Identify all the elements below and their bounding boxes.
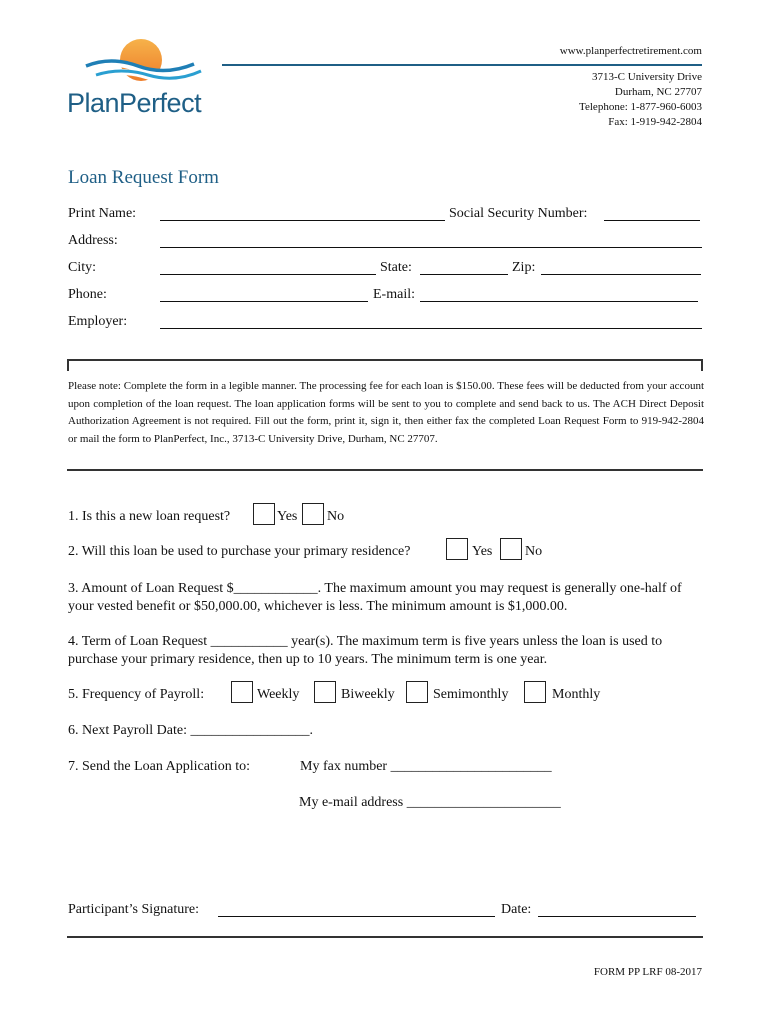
ssn-field[interactable]	[604, 220, 700, 221]
question-5: 5. Frequency of Payroll:	[68, 687, 205, 702]
note-bottom-rule	[67, 469, 703, 471]
monthly-checkbox[interactable]	[524, 681, 546, 703]
address-line: 3713-C University Drive	[592, 71, 702, 83]
question-2: 2. Will this loan be used to purchase your primary residence?	[68, 544, 411, 559]
company-address	[579, 70, 702, 130]
header-rule	[222, 64, 702, 66]
question-1: 1. Is this a new loan request?	[68, 509, 231, 524]
form-code: FORM PP LRF 08-2017	[593, 966, 702, 978]
state-field[interactable]	[420, 274, 508, 275]
form-title: Loan Request Form	[68, 167, 219, 188]
signature-field[interactable]	[218, 916, 495, 917]
note-left-tick	[67, 359, 69, 371]
phone-field[interactable]	[160, 301, 368, 302]
q2-no-checkbox[interactable]	[500, 538, 522, 560]
q2-yes-checkbox[interactable]	[446, 538, 468, 560]
footer-rule	[67, 936, 703, 938]
city-label: City:	[68, 260, 97, 275]
phone-label: Phone:	[68, 287, 107, 302]
q1-yes-label: Yes	[277, 509, 298, 524]
q2-no-label: No	[525, 544, 543, 559]
address-label: Address:	[68, 233, 118, 248]
email-label: E-mail:	[373, 287, 415, 302]
email-address-option[interactable]: My e-mail address ______________________	[299, 795, 561, 810]
address-field[interactable]	[160, 247, 702, 248]
semimonthly-checkbox[interactable]	[406, 681, 428, 703]
question-7: 7. Send the Loan Application to:	[68, 759, 250, 774]
question-3: 3. Amount of Loan Request $____________. The maximum amount you may request is generally one-half of your vested benefit or $50,000.00, whichever is less. The minimum amount is $1,000.00.	[68, 581, 682, 614]
note-top-rule	[67, 359, 703, 361]
biweekly-checkbox[interactable]	[314, 681, 336, 703]
fax-number-option[interactable]: My fax number _______________________	[300, 759, 552, 774]
zip-label: Zip:	[512, 260, 536, 275]
state-label: State:	[380, 260, 412, 275]
address-line: Durham, NC 27707	[614, 86, 702, 98]
print-name-label: Print Name:	[68, 206, 137, 221]
monthly-label: Monthly	[552, 687, 601, 702]
print-name-field[interactable]	[160, 220, 445, 221]
website-link[interactable]: www.planperfectretirement.com	[559, 45, 702, 57]
semimonthly-label: Semimonthly	[433, 687, 509, 702]
q1-no-label: No	[327, 509, 345, 524]
question-4: 4. Term of Loan Request ___________ year(s). The maximum term is five years unless the loan is used to purchase your primary residence, then up to 10 years. The minimum term is one year.	[68, 634, 663, 667]
zip-field[interactable]	[541, 274, 701, 275]
city-field[interactable]	[160, 274, 376, 275]
weekly-label: Weekly	[257, 687, 300, 702]
telephone-line: Telephone: 1-877-960-6003	[579, 101, 702, 113]
q1-no-checkbox[interactable]	[302, 503, 324, 525]
question-6: 6. Next Payroll Date: _________________.	[68, 723, 313, 738]
please-note-text: Please note: Complete the form in a legible manner. The processing fee for each loan is $150.00. These fees will be deducted from your account upon completion of the loan request. The loan application forms will be sent to you to complete and send back to us. The ACH Direct Deposit Authorization Agreement is not required. Fill out the form, print it, sign it, then either fax the completed Loan Request Form to 919-942-2804 or mail the form to PlanPerfect, Inc., 3713-C University Drive, Durham, NC 27707.	[68, 380, 704, 445]
q2-yes-label: Yes	[472, 544, 493, 559]
weekly-checkbox[interactable]	[231, 681, 253, 703]
brand-name: PlanPerfect	[67, 88, 202, 118]
ssn-label: Social Security Number:	[449, 206, 588, 221]
biweekly-label: Biweekly	[341, 687, 395, 702]
employer-field[interactable]	[160, 328, 702, 329]
employer-label: Employer:	[68, 314, 128, 329]
date-label: Date:	[501, 902, 532, 917]
q1-yes-checkbox[interactable]	[253, 503, 275, 525]
note-right-tick	[701, 359, 703, 371]
signature-label: Participant’s Signature:	[68, 902, 200, 917]
email-field[interactable]	[420, 301, 698, 302]
date-field[interactable]	[538, 916, 696, 917]
fax-line: Fax: 1-919-942-2804	[608, 116, 702, 128]
